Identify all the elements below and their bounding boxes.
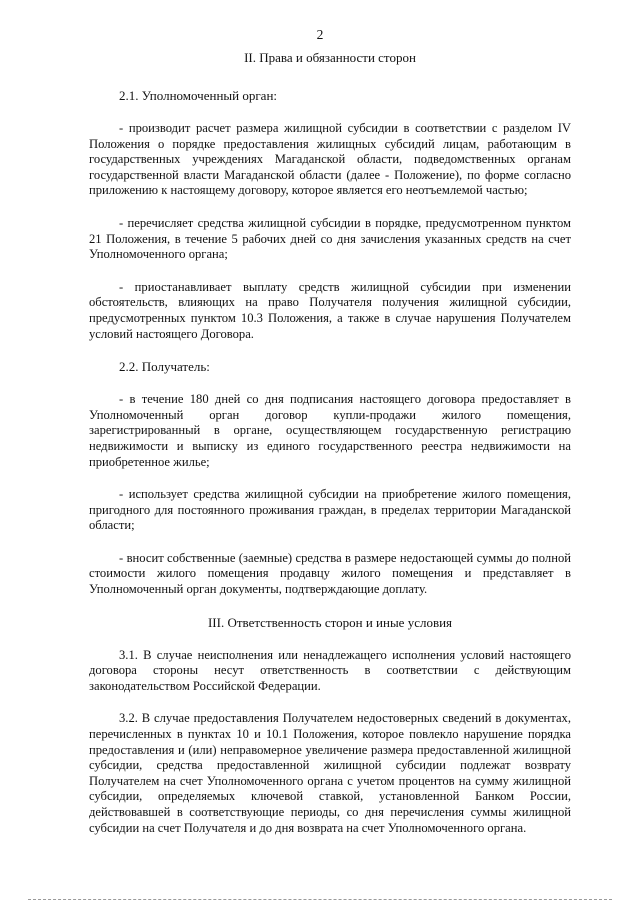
paragraph-2-2-item-3: - вносит собственные (заемные) средства в размере недостающей суммы до полной стоимости жилого помещения продавцу жилого помещения и представляет в Уполномоченный орган документы, подтверждающие доплату. <box>89 550 571 597</box>
paragraph-3-1: 3.1. В случае неисполнения или ненадлежащего исполнения условий настоящего договора стороны несут ответственность в соответствии с действующим законодательством Российской Федерации. <box>89 647 571 693</box>
paragraph-3-2: 3.2. В случае предоставления Получателем недостоверных сведений в документах, перечисленных в пунктах 10 и 10.1 Положения, которое повлекло нарушение порядка предоставления и (или) неправомерное увеличение размера предоставленной жилищной субсидии, средства предоставленной жилищной субсидии подлежат возврату Получателем на счет Уполномоченного органа с учетом процентов на сумму жилищной субсидии, определяемых ключевой ставкой, установленной Банком России, действовавшей в соответствующие периоды, со дня перечисления суммы жилищной субсидии на счет Получателя и до дня возврата на счет Уполномоченного органа. <box>89 711 571 835</box>
document-body <box>89 50 571 836</box>
subsection-2-2-title: 2.2. Получатель: <box>119 359 210 375</box>
paragraph-2-1-item-2: - перечисляет средства жилищной субсидии в порядке, предусмотренном пунктом 21 Положения, в течение 5 рабочих дней со дня зачисления указанных средств на счет Уполномоченного органа; <box>89 215 571 262</box>
subsection-2-1-title: 2.1. Уполномоченный орган: <box>119 88 278 103</box>
section-3-title: III. Ответственность сторон и иные условия <box>207 614 453 630</box>
section-2-title: II. Права и обязанности сторон <box>244 50 416 65</box>
page-number: 2 <box>316 27 324 42</box>
paragraph-2-2-item-1: - в течение 180 дней со дня подписания настоящего договора предоставляет в Уполномоченный орган договор купли-продажи жилого помещения, зарегистрированный в органе, осуществляющем государственную регистрацию недвижимости и выписку из единого государственного реестра недвижимости на приобретенное жилье; <box>89 392 571 469</box>
paragraph-2-2-item-2: - использует средства жилищной субсидии на приобретение жилого помещения, пригодного для постоянного проживания граждан, в пределах территории Магаданской области; <box>89 487 571 533</box>
paragraph-2-1-item-1: - производит расчет размера жилищной субсидии в соответствии с разделом IV Положения о порядке предоставления жилищных субсидий лицам, работающим в государственных учреждениях Магаданской области, подведомственных органам государственной власти Магаданской области (далее - Положение), по форме согласно приложению к настоящему договору, которое является его неотъемлемой частью; <box>89 121 571 198</box>
paragraph-2-1-item-3: - приостанавливает выплату средств жилищной субсидии при изменении обстоятельств, влияющих на право Получателя получения жилищной субсидии, предусмотренных пунктом 10.3 Положения, а также в случае нарушения Получателем условий настоящего Договора. <box>89 279 571 341</box>
scan-edge-line <box>28 899 612 900</box>
